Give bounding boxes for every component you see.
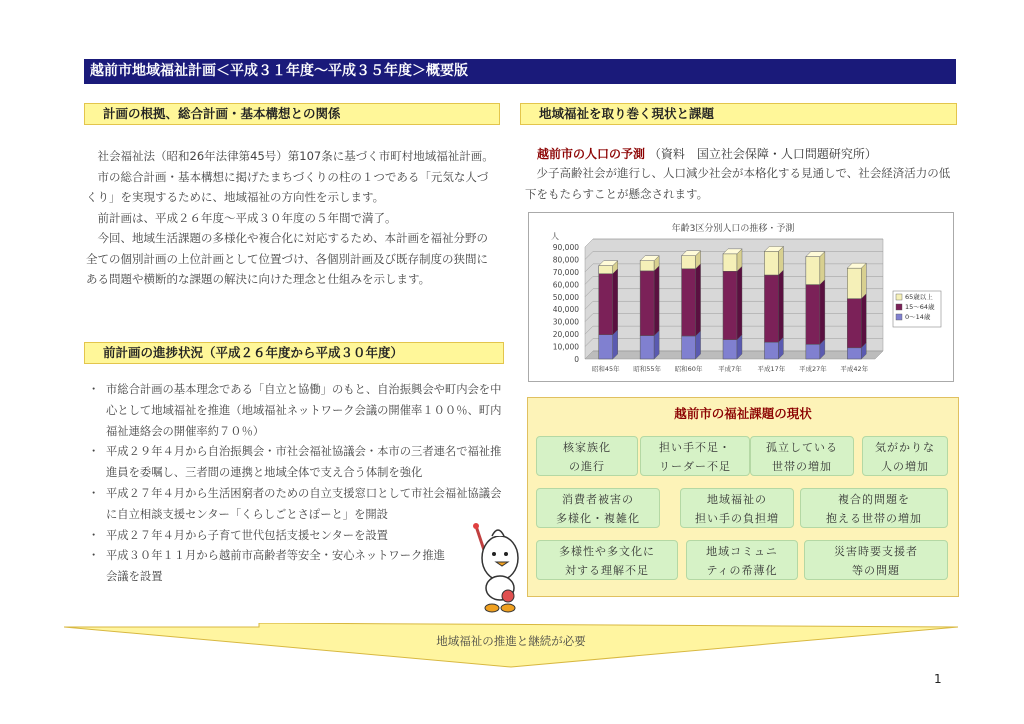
issue-line: ティの希薄化: [706, 564, 778, 577]
progress-item-text: 平成２９年４月から自治振興会・市社会福祉協議会・本市の三者連名で福祉推進員を委嘱し、三者間の連携と地域全体で支え合う体制を強化: [106, 445, 502, 480]
legend-swatch: [896, 314, 902, 320]
chart-title: 年齢3区分別人口の推移・予測: [671, 224, 795, 234]
bar-segment: [723, 254, 737, 271]
bullet-dot: ・: [88, 383, 100, 396]
bar-segment: [682, 336, 696, 359]
basis-paragraph: 前計画は、平成２６年度～平成３０年度の５年間で満了。: [97, 210, 397, 225]
issue-line: リーダー不足: [659, 460, 731, 473]
issue-line: 多様性や多文化に: [559, 545, 655, 558]
x-tick-label: 平成17年: [757, 365, 786, 373]
list-item: [86, 484, 506, 526]
population-chart-svg: [529, 213, 953, 381]
issue-box: [800, 488, 948, 528]
bar-segment: [764, 251, 778, 275]
x-tick-label: 昭和60年: [674, 365, 703, 373]
bar-segment: [640, 271, 654, 336]
bar-segment: [599, 274, 613, 335]
bar-segment: [723, 340, 737, 359]
issue-line: 地域福祉の: [707, 493, 767, 506]
issues-panel: [527, 397, 959, 597]
issue-box: [536, 436, 638, 476]
y-tick-label: 80,000: [552, 255, 579, 265]
population-title: 越前市の人口の予測: [537, 147, 646, 161]
issue-line: 等の問題: [852, 564, 900, 577]
issue-line: 地域コミュニ: [706, 545, 778, 558]
legend-label: 0～14歳: [905, 313, 931, 321]
x-tick-label: 昭和55年: [633, 365, 662, 373]
issue-line: 担い手の負担増: [695, 512, 779, 525]
population-source: （資料 国立社会保障・人口問題研究所）: [648, 147, 877, 161]
issue-line: 人の増加: [881, 460, 929, 473]
bar-segment: [847, 268, 861, 298]
bar-segment: [764, 275, 778, 342]
basis-paragraph: 市の総合計画・基本構想に掲げたまちづくりの柱の１つである「元気な人づくり」を実現するために、地域福祉の方向性を示します。: [86, 169, 489, 204]
legend-swatch: [896, 294, 902, 300]
progress-item-text: 平成２７年４月から生活困窮者のための自立支援窓口として市社会福祉協議会に自立相談支援センター「くらしごとさぽーと」を開設: [106, 486, 502, 521]
issue-line: 消費者被害の: [562, 493, 634, 506]
bar-side: [861, 294, 866, 348]
y-tick-label: 70,000: [552, 267, 579, 277]
issue-line: 孤立している: [766, 441, 838, 454]
bar-segment: [806, 285, 820, 345]
bar-side: [654, 266, 659, 336]
y-tick-label: 50,000: [552, 292, 579, 302]
issue-line: 複合的問題を: [838, 493, 910, 506]
y-axis-label: 人: [551, 232, 559, 241]
issue-line: 気がかりな: [875, 441, 935, 454]
y-tick-label: 30,000: [552, 317, 579, 327]
legend-label: 65歳以上: [905, 293, 933, 301]
section-heading-progress: 前計画の進捗状況（平成２６年度から平成３０年度）: [84, 342, 504, 364]
issue-box: [686, 540, 798, 580]
x-tick-label: 平成42年: [840, 365, 869, 373]
bar-segment: [599, 266, 613, 274]
population-heading: [537, 144, 957, 164]
list-item: [86, 380, 506, 442]
bar-side: [737, 266, 742, 339]
issue-box: [862, 436, 948, 476]
arrow-text: 地域福祉の推進と継続が必要: [436, 634, 586, 648]
bar-segment: [764, 342, 778, 359]
issue-line: の進行: [569, 460, 605, 473]
issue-line: 担い手不足・: [659, 441, 731, 454]
issue-line: 抱える世帯の増加: [826, 512, 922, 525]
bar-segment: [806, 344, 820, 359]
issue-line: 多様化・複雑化: [556, 512, 640, 525]
bar-side: [861, 263, 866, 298]
bar-segment: [847, 348, 861, 359]
list-item: [86, 546, 446, 588]
bar-segment: [599, 335, 613, 359]
y-tick-label: 90,000: [552, 243, 579, 252]
bar-segment: [682, 269, 696, 336]
bar-side: [778, 270, 783, 342]
issue-box: [640, 436, 750, 476]
legend-swatch: [896, 304, 902, 310]
issue-box: [750, 436, 854, 476]
y-tick-label: 0: [574, 355, 579, 364]
conclusion-arrow: [64, 623, 958, 671]
issue-line: 核家族化: [563, 441, 611, 454]
bullet-dot: ・: [88, 445, 100, 459]
bar-side: [696, 264, 701, 336]
bullet-dot: ・: [88, 549, 100, 563]
list-item: [86, 442, 506, 484]
legend-label: 15～64歳: [905, 303, 935, 311]
page-number: 1: [934, 672, 942, 686]
x-tick-label: 平成7年: [718, 365, 742, 373]
bullet-dot: ・: [88, 528, 100, 542]
mascot-illustration: [458, 522, 528, 614]
progress-item-text: 平成２７年４月から子育て世代包括支援センターを設置: [106, 528, 388, 542]
issue-line: 世帯の増加: [772, 460, 832, 473]
bar-side: [820, 252, 825, 285]
basis-paragraph: 今回、地域生活課題の多様化や複合化に対応するため、本計画を福祉分野の全ての個別計画の上位計画として位置づけ、各個別計画及び既存制度の狭間にある問題や横断的な課題の解決に向けた理念と仕組みを示します。: [86, 231, 489, 286]
bar-segment: [640, 261, 654, 271]
bar-side: [613, 269, 618, 335]
bar-segment: [640, 336, 654, 359]
section-heading-basis: 計画の根拠、総合計画・基本構想との関係: [84, 103, 500, 125]
issue-line: 災害時要支援者: [834, 545, 918, 558]
issue-box: [804, 540, 948, 580]
document-title: 越前市地域福祉計画＜平成３１年度～平成３５年度＞概要版: [84, 59, 956, 84]
population-description: 少子高齢社会が進行し、人口減少社会が本格化する見通しで、社会経済活力の低下をもたらすことが懸念されます。: [525, 166, 951, 201]
issues-title: 越前市の福祉課題の現状: [674, 406, 812, 421]
section-heading-current: 地域福祉を取り巻く現状と課題: [520, 103, 957, 125]
issue-box: [536, 540, 678, 580]
y-tick-label: 20,000: [552, 330, 579, 340]
bar-side: [820, 280, 825, 345]
progress-list: [86, 380, 506, 588]
mascot-head: [482, 536, 518, 580]
bar-segment: [682, 256, 696, 269]
issue-line: 対する理解不足: [565, 564, 649, 577]
y-tick-label: 60,000: [552, 280, 579, 290]
population-chart: [528, 212, 954, 382]
bullet-dot: ・: [88, 486, 100, 500]
bar-segment: [806, 257, 820, 285]
x-tick-label: 平成27年: [798, 365, 827, 373]
basis-paragraph: 社会福祉法（昭和26年法律第45号）第107条に基づく市町村地域福祉計画。: [97, 149, 494, 163]
bar-segment: [847, 299, 861, 348]
y-tick-label: 10,000: [552, 342, 579, 352]
progress-item-text: 市総合計画の基本理念である「自立と協働」のもと、自治振興会や町内会を中心として地域福祉を推進（地域福祉ネットワーク会議の開催率１００％、町内福祉連絡会の開催率約７０％）: [106, 383, 502, 438]
bar-segment: [723, 271, 737, 339]
issue-box: [536, 488, 660, 528]
x-tick-label: 昭和45年: [591, 365, 620, 373]
progress-item-text: 平成３０年１１月から越前市高齢者等安全・安心ネットワーク推進会議を設置: [106, 549, 445, 584]
issue-box: [680, 488, 794, 528]
basis-text: [86, 146, 496, 290]
list-item: [86, 526, 506, 547]
y-tick-label: 40,000: [552, 305, 579, 315]
